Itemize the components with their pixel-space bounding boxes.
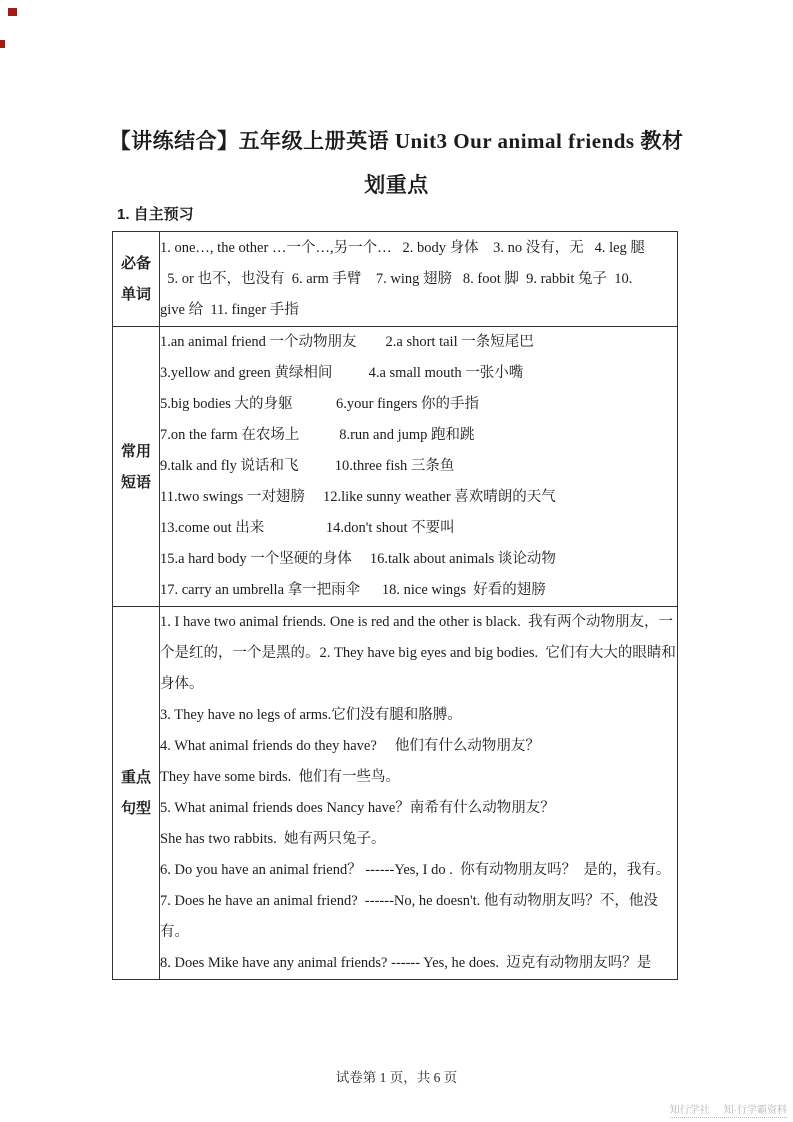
words-line: give 给 11. finger 手指 xyxy=(160,301,299,318)
row-header-words-line2: 单词 xyxy=(120,286,151,303)
watermark-right: 知·行学霸资料 xyxy=(723,1105,787,1116)
sentence-line: 3. They have no legs of arms.它们没有腿和胳膊。 xyxy=(160,707,462,723)
row-header-words-line1: 必备 xyxy=(120,255,151,272)
phrase-line: 7.on the farm 在农场上 8.run and jump 跑和跳 xyxy=(160,427,475,443)
page-number-footer: 试卷第 1 页，共 6 页 xyxy=(335,1070,458,1085)
words-cell xyxy=(160,232,678,327)
row-header-words xyxy=(113,232,160,327)
phrase-line: 3.yellow and green 黄绿相间 4.a small mouth 一张小嘴 xyxy=(160,365,524,381)
sentence-line: 6. Do you have an animal friend？ ------Yes, I do . 你有动物朋友吗？ 是的，我有。 xyxy=(160,862,671,878)
sentence-line: 有。 xyxy=(160,924,189,940)
sentence-line: 身体。 xyxy=(160,676,204,692)
sentence-line: 8. Does Mike have any animal friends? ------ Yes, he does. 迈克有动物朋友吗？是 xyxy=(160,955,652,971)
document-title-line2: 划重点 xyxy=(364,173,429,197)
row-header-phrases-line2: 短语 xyxy=(120,473,151,491)
sentence-line: 7. Does he have an animal friend? ------No, he doesn't. 他有动物朋友吗？不，他没 xyxy=(160,893,658,909)
phrase-line: 9.talk and fly 说话和飞 10.three fish 三条鱼 xyxy=(160,458,455,474)
table-row-phrases xyxy=(113,327,678,607)
phrase-line: 15.a hard body 一个坚硬的身体 16.talk about animals 谈论动物 xyxy=(160,551,556,567)
sentences-cell xyxy=(160,607,678,980)
sentence-line: She has two rabbits. 她有两只兔子。 xyxy=(160,831,386,847)
phrase-line: 11.two swings 一对翅膀 12.like sunny weather 喜欢晴朗的天气 xyxy=(160,489,556,505)
phrases-cell xyxy=(160,327,678,607)
row-header-sentences-line1: 重点 xyxy=(120,769,151,786)
sentence-line: 4. What animal friends do they have? 他们有什么动物朋友？ xyxy=(160,738,540,754)
words-line: 5. or 也不，也没有 6. arm 手臂 7. wing 翅膀 8. foot 脚 9. rabbit 兔子 10. xyxy=(160,270,633,287)
phrase-line: 17. carry an umbrella 拿一把雨伞 18. nice wings 好看的翅膀 xyxy=(160,582,546,598)
words-line: 1. one…, the other …一个…,另一个… 2. body 身体 3. no 没有，无 4. leg 腿 xyxy=(160,239,645,256)
sentence-line: 个是红的，一个是黑的。2. They have big eyes and big bodies. 它们有大大的眼睛和 xyxy=(160,645,676,661)
phrase-line: 5.big bodies 大的身躯 6.your fingers 你的手指 xyxy=(160,396,479,412)
sentence-line: 1. I have two animal friends. One is red and the other is black. 我有两个动物朋友，一 xyxy=(160,614,674,630)
table-row-words xyxy=(113,232,678,327)
row-header-sentences xyxy=(113,607,160,980)
row-header-sentences-line2: 句型 xyxy=(120,800,151,817)
sentence-line: They have some birds. 他们有一些鸟。 xyxy=(160,769,401,785)
watermark-left: 知行学社 xyxy=(669,1105,710,1116)
row-header-phrases xyxy=(113,327,160,607)
sentence-line: 5. What animal friends does Nancy have？南希有什么动物朋友？ xyxy=(160,800,555,816)
section-heading: 1. 自主预习 xyxy=(117,206,194,223)
phrase-line: 1.an animal friend 一个动物朋友 2.a short tail 一条短尾巴 xyxy=(160,334,534,350)
row-header-phrases-line1: 常用 xyxy=(120,442,151,460)
edge-annotation-mark xyxy=(0,40,5,48)
table-row-sentences xyxy=(113,607,678,980)
phrase-line: 13.come out 出来 14.don't shout 不要叫 xyxy=(160,520,455,536)
document-title-line1: 【讲练结合】五年级上册英语 Unit3 Our animal friends 教材 xyxy=(109,129,684,153)
study-guide-table xyxy=(112,231,678,980)
corner-annotation-mark xyxy=(8,8,17,16)
watermark xyxy=(670,1101,787,1118)
